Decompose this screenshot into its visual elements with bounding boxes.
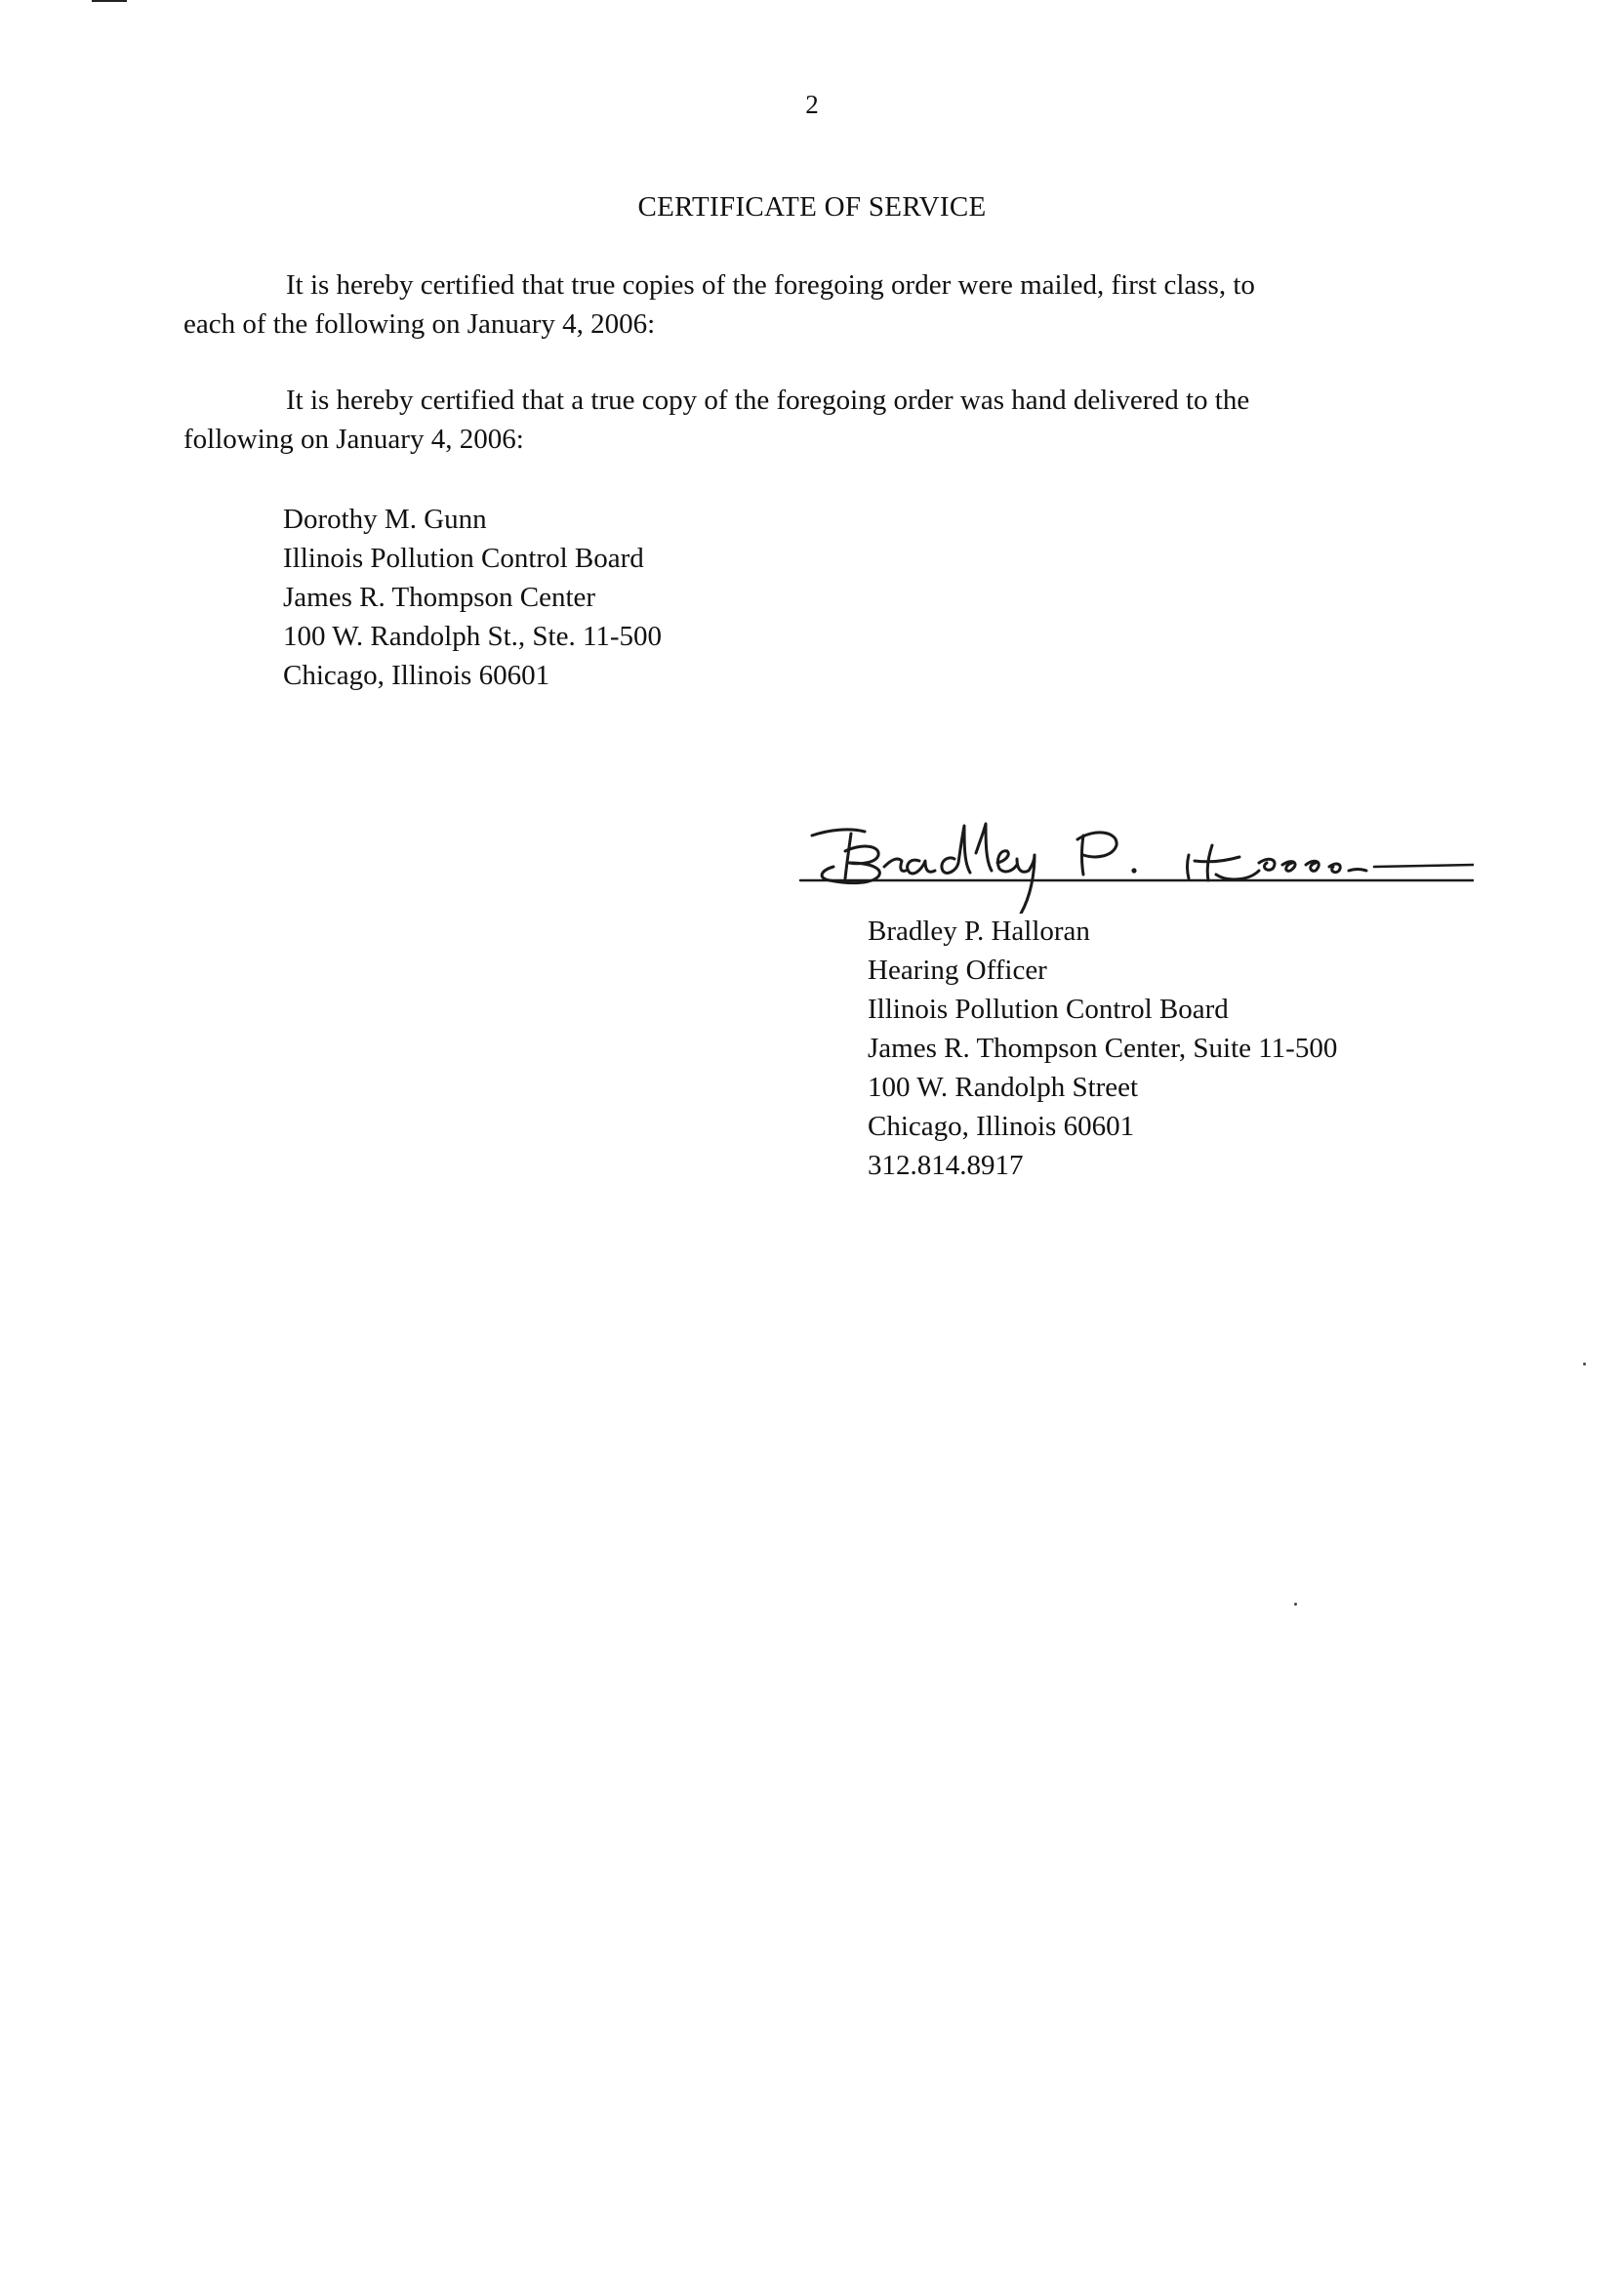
paragraph-mailed-line-1 — [183, 265, 1413, 305]
paragraph-hand-line-1-text: It is hereby certified that a true copy of the foregoing order was hand delivered to the — [286, 385, 1250, 416]
page-number: 2 — [805, 90, 819, 119]
paragraph-mailed — [183, 265, 1413, 344]
paragraph-mailed-line-1-text: It is hereby certified that true copies of the foregoing order were mailed, first class, to — [286, 269, 1255, 301]
sender-signature-block — [868, 912, 1337, 1185]
recipient-city: Chicago, Illinois 60601 — [283, 660, 550, 691]
paragraph-hand-line-1 — [183, 381, 1413, 420]
recipient-name: Dorothy M. Gunn — [283, 504, 487, 535]
sender-title: Hearing Officer — [868, 955, 1047, 986]
certificate-heading: CERTIFICATE OF SERVICE — [637, 191, 987, 223]
recipient-organization: Illinois Pollution Control Board — [283, 543, 644, 574]
sender-organization: Illinois Pollution Control Board — [868, 994, 1229, 1025]
recipient-street: 100 W. Randolph St., Ste. 11-500 — [283, 621, 663, 652]
scan-mark — [92, 0, 127, 2]
scan-speck — [1583, 1363, 1586, 1365]
recipient-address — [283, 500, 662, 695]
sender-city: Chicago, Illinois 60601 — [868, 1111, 1135, 1142]
sender-phone: 312.814.8917 — [868, 1150, 1024, 1181]
paragraph-hand-delivered — [183, 381, 1413, 459]
sender-name: Bradley P. Halloran — [868, 916, 1090, 947]
paragraph-hand-line-2: following on January 4, 2006: — [183, 424, 524, 455]
sender-street: 100 W. Randolph Street — [868, 1072, 1139, 1103]
handwritten-signature — [791, 806, 1474, 914]
recipient-building: James R. Thompson Center — [283, 582, 596, 613]
sender-building: James R. Thompson Center, Suite 11-500 — [868, 1033, 1338, 1064]
scan-speck — [1294, 1603, 1297, 1606]
paragraph-mailed-line-2: each of the following on January 4, 2006: — [183, 308, 656, 340]
